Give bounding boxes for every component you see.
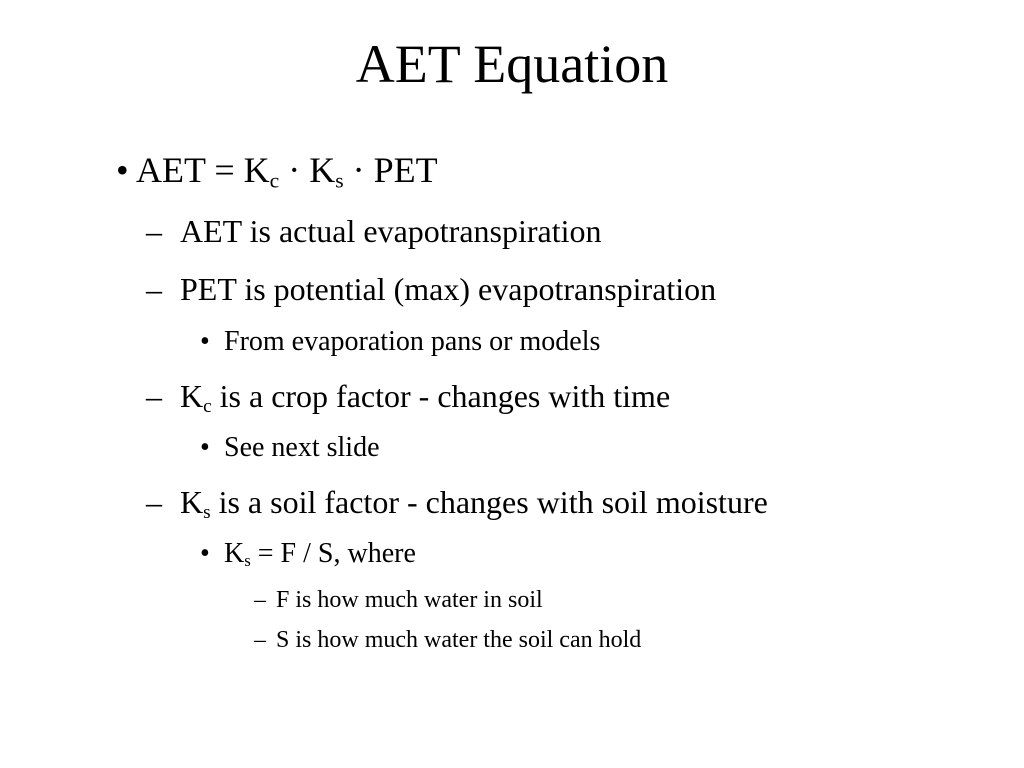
equation-part: AET = K <box>136 150 270 190</box>
aet-equation <box>136 150 438 193</box>
ks-k: K <box>180 484 204 520</box>
pet-definition: PET is potential (max) evapotranspiration <box>180 271 717 307</box>
kc-definition <box>180 378 671 417</box>
bullet-marker: • <box>200 326 210 357</box>
dash-marker: – <box>254 627 266 653</box>
dash-marker: – <box>146 213 162 249</box>
dash-marker: – <box>146 484 162 520</box>
f-definition: F is how much water in soil <box>276 587 543 613</box>
bullet-marker: • <box>200 538 210 569</box>
kc-subscript: c <box>203 395 212 417</box>
kc-subscript: c <box>269 168 280 193</box>
kc-k: K <box>180 378 204 414</box>
bullet-marker: • <box>116 150 129 190</box>
equation-part: · K <box>279 150 336 190</box>
ks-subscript: s <box>335 168 344 193</box>
ks-subscript: s <box>203 501 211 523</box>
slide-title: AET Equation <box>355 34 669 94</box>
dash-marker: – <box>146 378 162 414</box>
kc-note: See next slide <box>224 432 380 463</box>
ks-formula-subscript: s <box>244 551 251 571</box>
dash-marker: – <box>254 587 266 613</box>
ks-text: is a soil factor - changes with soil moisture <box>210 484 768 520</box>
bullet-marker: • <box>200 432 210 463</box>
ks-formula-k: K <box>224 538 245 569</box>
ks-formula <box>224 538 416 571</box>
kc-text: is a crop factor - changes with time <box>211 378 671 414</box>
dash-marker: – <box>146 271 162 307</box>
s-definition: S is how much water the soil can hold <box>276 627 642 653</box>
pet-source: From evaporation pans or models <box>224 326 601 357</box>
aet-definition: AET is actual evapotranspiration <box>180 213 602 249</box>
ks-definition <box>180 484 768 523</box>
ks-formula-text: = F / S, where <box>250 538 416 569</box>
equation-part: · PET <box>343 150 438 190</box>
